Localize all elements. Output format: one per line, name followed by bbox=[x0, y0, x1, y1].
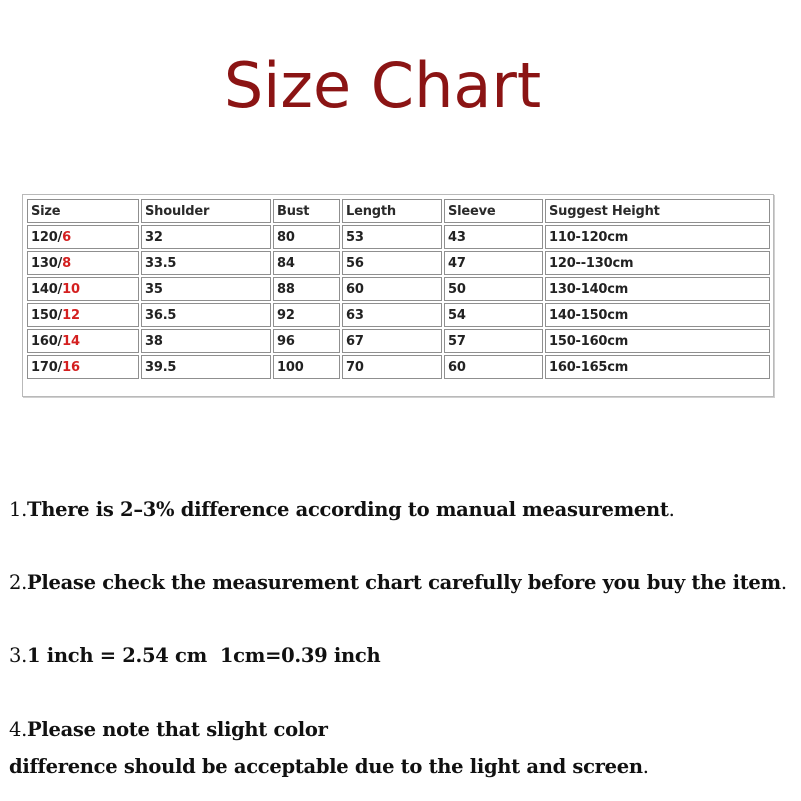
size-value: 150/ bbox=[31, 307, 63, 323]
age-value: 6 bbox=[62, 229, 71, 245]
size-value: 170/ bbox=[31, 359, 63, 375]
cell-shoulder: 36.5 bbox=[141, 303, 271, 327]
table-row bbox=[27, 329, 770, 353]
cell-length: 56 bbox=[342, 251, 442, 275]
cell-size bbox=[27, 329, 139, 353]
cell-size bbox=[27, 225, 139, 249]
note-text: Please check the measurement chart carefully before you buy the item bbox=[27, 571, 781, 594]
cell-length: 67 bbox=[342, 329, 442, 353]
cell-sleeve: 43 bbox=[444, 225, 543, 249]
table-row bbox=[27, 277, 770, 301]
note-trail: . bbox=[642, 755, 649, 778]
cell-length: 63 bbox=[342, 303, 442, 327]
cell-height: 110-120cm bbox=[545, 225, 770, 249]
table-header-row bbox=[27, 199, 770, 223]
header-shoulder: Shoulder bbox=[141, 199, 271, 223]
note-text: difference should be acceptable due to the light and screen bbox=[9, 755, 643, 778]
cell-bust: 96 bbox=[273, 329, 340, 353]
note-trail: . bbox=[780, 571, 787, 594]
cell-sleeve: 50 bbox=[444, 277, 543, 301]
cell-shoulder: 33.5 bbox=[141, 251, 271, 275]
age-value: 12 bbox=[62, 307, 80, 323]
size-value: 120/ bbox=[31, 229, 63, 245]
cell-sleeve: 47 bbox=[444, 251, 543, 275]
note-number: 3 bbox=[9, 644, 22, 667]
header-size: Size bbox=[27, 199, 139, 223]
cell-sleeve: 54 bbox=[444, 303, 543, 327]
cell-bust: 80 bbox=[273, 225, 340, 249]
note-text: 1 inch = 2.54 cm 1cm=0.39 inch bbox=[27, 644, 381, 667]
note-item bbox=[9, 498, 675, 521]
cell-bust: 84 bbox=[273, 251, 340, 275]
cell-sleeve: 60 bbox=[444, 355, 543, 379]
age-value: 10 bbox=[62, 281, 80, 297]
note-dot: . bbox=[21, 498, 28, 521]
cell-bust: 92 bbox=[273, 303, 340, 327]
table-row bbox=[27, 251, 770, 275]
note-item-continued bbox=[9, 755, 649, 778]
size-chart-table bbox=[22, 194, 774, 397]
note-text: There is 2–3% difference according to manual measurement bbox=[27, 498, 669, 521]
table-row bbox=[27, 303, 770, 327]
cell-size bbox=[27, 355, 139, 379]
cell-sleeve: 57 bbox=[444, 329, 543, 353]
cell-shoulder: 39.5 bbox=[141, 355, 271, 379]
note-dot: . bbox=[21, 571, 28, 594]
note-dot: . bbox=[21, 644, 28, 667]
cell-height: 130-140cm bbox=[545, 277, 770, 301]
age-value: 16 bbox=[62, 359, 80, 375]
table-row bbox=[27, 355, 770, 379]
table-row bbox=[27, 225, 770, 249]
note-number: 4 bbox=[9, 718, 22, 741]
size-value: 130/ bbox=[31, 255, 63, 271]
note-item bbox=[9, 644, 380, 667]
note-item bbox=[9, 571, 787, 594]
note-trail: . bbox=[668, 498, 675, 521]
note-number: 2 bbox=[9, 571, 22, 594]
age-value: 14 bbox=[62, 333, 80, 349]
note-number: 1 bbox=[9, 498, 22, 521]
cell-length: 60 bbox=[342, 277, 442, 301]
note-text: Please note that slight color bbox=[27, 718, 328, 741]
cell-height: 160-165cm bbox=[545, 355, 770, 379]
header-length: Length bbox=[342, 199, 442, 223]
note-item bbox=[9, 718, 328, 741]
size-table bbox=[25, 197, 772, 381]
cell-size bbox=[27, 303, 139, 327]
cell-height: 150-160cm bbox=[545, 329, 770, 353]
page-title: Size Chart bbox=[223, 49, 542, 122]
cell-shoulder: 38 bbox=[141, 329, 271, 353]
cell-bust: 88 bbox=[273, 277, 340, 301]
cell-size bbox=[27, 251, 139, 275]
cell-height: 120--130cm bbox=[545, 251, 770, 275]
cell-shoulder: 35 bbox=[141, 277, 271, 301]
header-suggest-height: Suggest Height bbox=[545, 199, 770, 223]
header-bust: Bust bbox=[273, 199, 340, 223]
cell-height: 140-150cm bbox=[545, 303, 770, 327]
note-dot: . bbox=[21, 718, 28, 741]
cell-bust: 100 bbox=[273, 355, 340, 379]
size-value: 140/ bbox=[31, 281, 63, 297]
size-value: 160/ bbox=[31, 333, 63, 349]
cell-length: 70 bbox=[342, 355, 442, 379]
cell-length: 53 bbox=[342, 225, 442, 249]
cell-shoulder: 32 bbox=[141, 225, 271, 249]
age-value: 8 bbox=[62, 255, 71, 271]
header-sleeve: Sleeve bbox=[444, 199, 543, 223]
cell-size bbox=[27, 277, 139, 301]
